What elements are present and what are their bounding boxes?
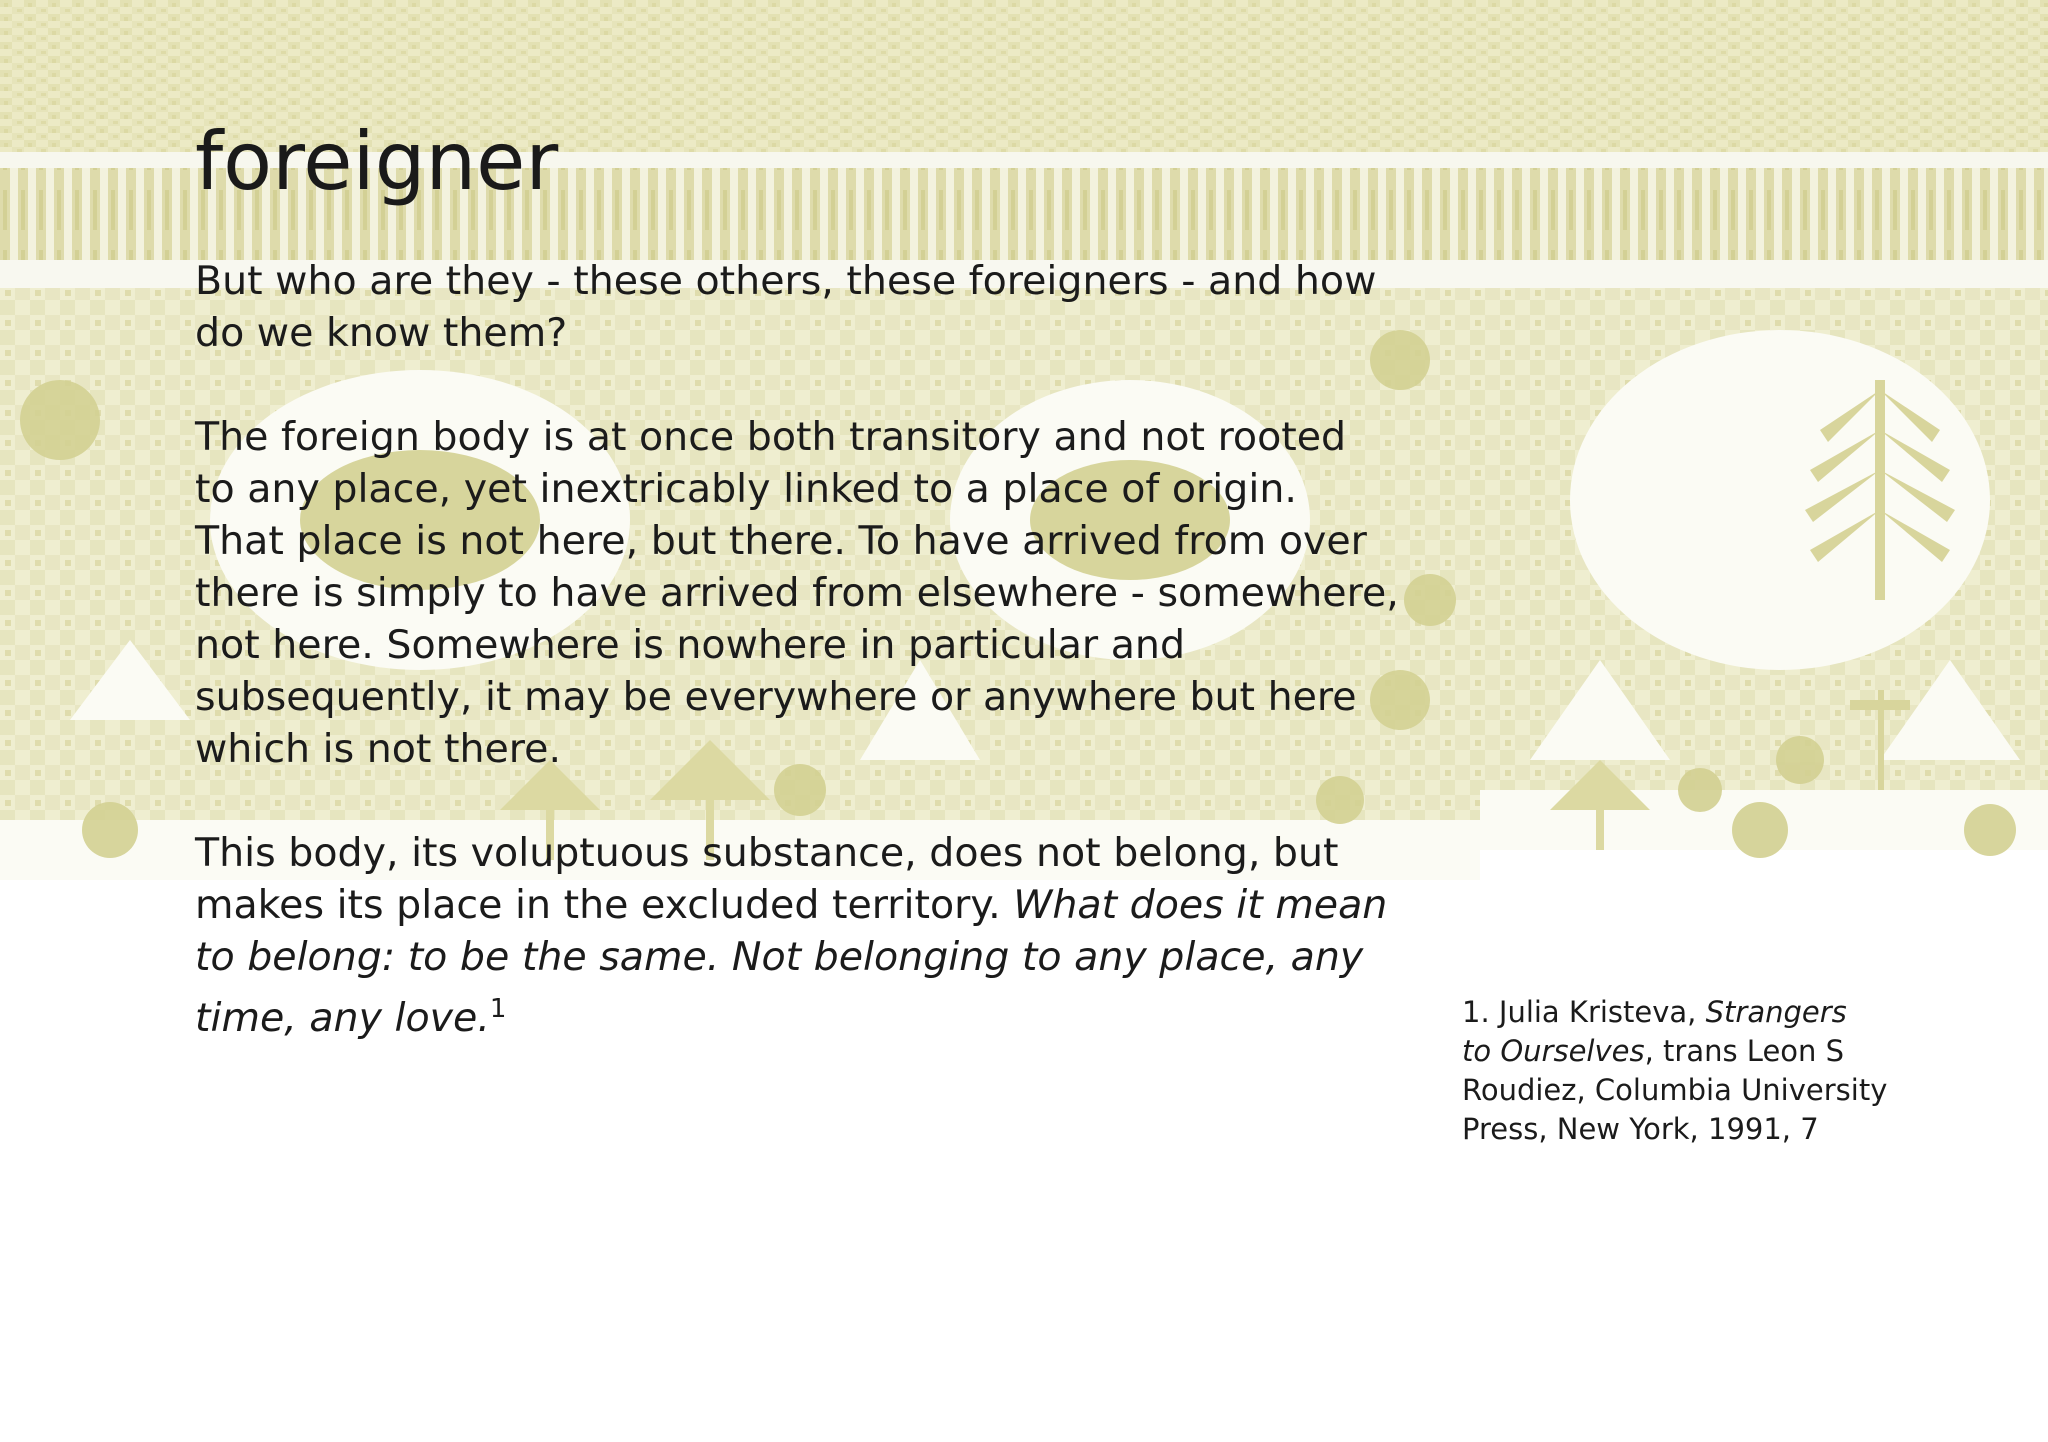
footnote — [1462, 993, 1982, 1149]
text-line: which is not there. — [195, 726, 562, 772]
footnote-prefix: 1. Julia Kristeva, — [1462, 995, 1706, 1029]
text-line — [195, 879, 1455, 931]
page-title: foreigner — [195, 115, 559, 208]
footnote-line — [1462, 1032, 1982, 1071]
text-segment: makes its place in the excluded territory. — [195, 882, 1014, 928]
text-line — [195, 983, 1455, 1044]
footnote-reference[interactable]: 1 — [489, 994, 507, 1024]
body-text — [195, 255, 1455, 1096]
text-line — [195, 931, 1455, 983]
footnote-line — [1462, 993, 1982, 1032]
text-line: there is simply to have arrived from elsewhere - somewhere, — [195, 570, 1399, 616]
paragraph-2 — [195, 411, 1455, 775]
text-line: subsequently, it may be everywhere or anywhere but here — [195, 674, 1357, 720]
quote-segment: time, any love. — [195, 995, 490, 1041]
text-line: to any place, yet inextricably linked to a place of origin. — [195, 466, 1297, 512]
footnote-text: , trans Leon S — [1644, 1034, 1845, 1068]
book-title: to Ourselves — [1462, 1034, 1645, 1068]
paragraph-3 — [195, 827, 1455, 1044]
text-line: But who are they - these others, these foreigners - and how — [195, 258, 1377, 304]
text-line: The foreign body is at once both transitory and not rooted — [195, 414, 1347, 460]
quote-segment: to belong: to be the same. Not belonging to any place, any — [195, 934, 1364, 980]
text-line: That place is not here, but there. To have arrived from over — [195, 518, 1367, 564]
footnote-line: Roudiez, Columbia University — [1462, 1073, 1888, 1107]
text-line: This body, its voluptuous substance, does not belong, but — [195, 830, 1339, 876]
footnote-line: Press, New York, 1991, 7 — [1462, 1112, 1819, 1146]
book-title: Strangers — [1705, 995, 1847, 1029]
text-line: do we know them? — [195, 310, 568, 356]
text-line: not here. Somewhere is nowhere in particular and — [195, 622, 1186, 668]
quote-segment: What does it mean — [1013, 882, 1388, 928]
paragraph-1 — [195, 255, 1455, 359]
